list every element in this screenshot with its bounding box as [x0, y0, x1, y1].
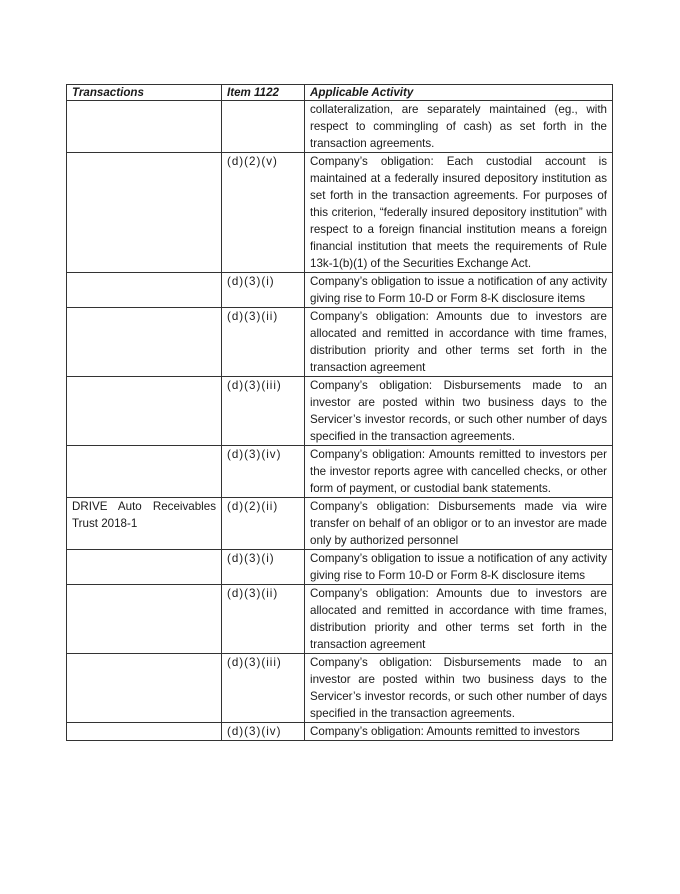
- table-row: [67, 101, 613, 153]
- item-cell: [222, 101, 305, 153]
- table-row: [67, 723, 613, 741]
- table-row: [67, 585, 613, 654]
- item-cell: (d)(3)(iii): [222, 377, 305, 446]
- activity-cell: Company’s obligation: Amounts due to investors are allocated and remitted in accordance with time frames, distribution priority and other terms set forth in the transaction agreement: [305, 585, 613, 654]
- servicing-criteria-table: [66, 84, 613, 741]
- transaction-cell: DRIVE Auto Receivables Trust 2018-1: [67, 498, 222, 550]
- transaction-cell: [67, 377, 222, 446]
- activity-cell: Company’s obligation: Disbursements made via wire transfer on behalf of an obligor or to an investor are made only by authorized personnel: [305, 498, 613, 550]
- activity-cell: collateralization, are separately maintained (eg., with respect to commingling of cash) as set forth in the transaction agreements.: [305, 101, 613, 153]
- table-row: [67, 308, 613, 377]
- table-row: [67, 153, 613, 273]
- item-cell: (d)(3)(iv): [222, 446, 305, 498]
- activity-cell: Company’s obligation: Amounts remitted to investors: [305, 723, 613, 741]
- item-cell: (d)(3)(iv): [222, 723, 305, 741]
- activity-cell: Company’s obligation: Each custodial account is maintained at a federally insured depository institution as set forth in the transaction agreements. For purposes of this criterion, “federally insured depository institution” with respect to a foreign financial institution means a foreign financial institution that meets the requirements of Rule 13k-1(b)(1) of the Securities Exchange Act.: [305, 153, 613, 273]
- table-header-row: [67, 85, 613, 101]
- table-row: [67, 377, 613, 446]
- transaction-cell: [67, 723, 222, 741]
- activity-cell: Company’s obligation: Disbursements made to an investor are posted within two business days to the Servicer’s investor records, or such other number of days specified in the transaction agreements.: [305, 654, 613, 723]
- transaction-cell: [67, 308, 222, 377]
- transaction-cell: [67, 153, 222, 273]
- activity-cell: Company’s obligation: Amounts due to investors are allocated and remitted in accordance with time frames, distribution priority and other terms set forth in the transaction agreement: [305, 308, 613, 377]
- item-cell: (d)(3)(ii): [222, 308, 305, 377]
- transaction-cell: [67, 654, 222, 723]
- header-applicable-activity: Applicable Activity: [305, 85, 613, 101]
- table-row: [67, 273, 613, 308]
- activity-cell: Company’s obligation: Amounts remitted to investors per the investor reports agree with cancelled checks, or other form of payment, or custodial bank statements.: [305, 446, 613, 498]
- item-cell: (d)(2)(ii): [222, 498, 305, 550]
- table-row: [67, 654, 613, 723]
- transaction-cell: [67, 273, 222, 308]
- header-item-1122: Item 1122: [222, 85, 305, 101]
- item-cell: (d)(3)(ii): [222, 585, 305, 654]
- header-transactions: Transactions: [67, 85, 222, 101]
- transaction-cell: [67, 550, 222, 585]
- transaction-cell: [67, 101, 222, 153]
- activity-cell: Company’s obligation to issue a notification of any activity giving rise to Form 10-D or Form 8-K disclosure items: [305, 273, 613, 308]
- item-cell: (d)(3)(iii): [222, 654, 305, 723]
- activity-cell: Company’s obligation: Disbursements made to an investor are posted within two business days to the Servicer’s investor records, or such other number of days specified in the transaction agreements.: [305, 377, 613, 446]
- transaction-cell: [67, 446, 222, 498]
- table-row: [67, 498, 613, 550]
- table-row: [67, 446, 613, 498]
- table-row: [67, 550, 613, 585]
- transaction-cell: [67, 585, 222, 654]
- item-cell: (d)(2)(v): [222, 153, 305, 273]
- item-cell: (d)(3)(i): [222, 273, 305, 308]
- item-cell: (d)(3)(i): [222, 550, 305, 585]
- activity-cell: Company’s obligation to issue a notification of any activity giving rise to Form 10-D or Form 8-K disclosure items: [305, 550, 613, 585]
